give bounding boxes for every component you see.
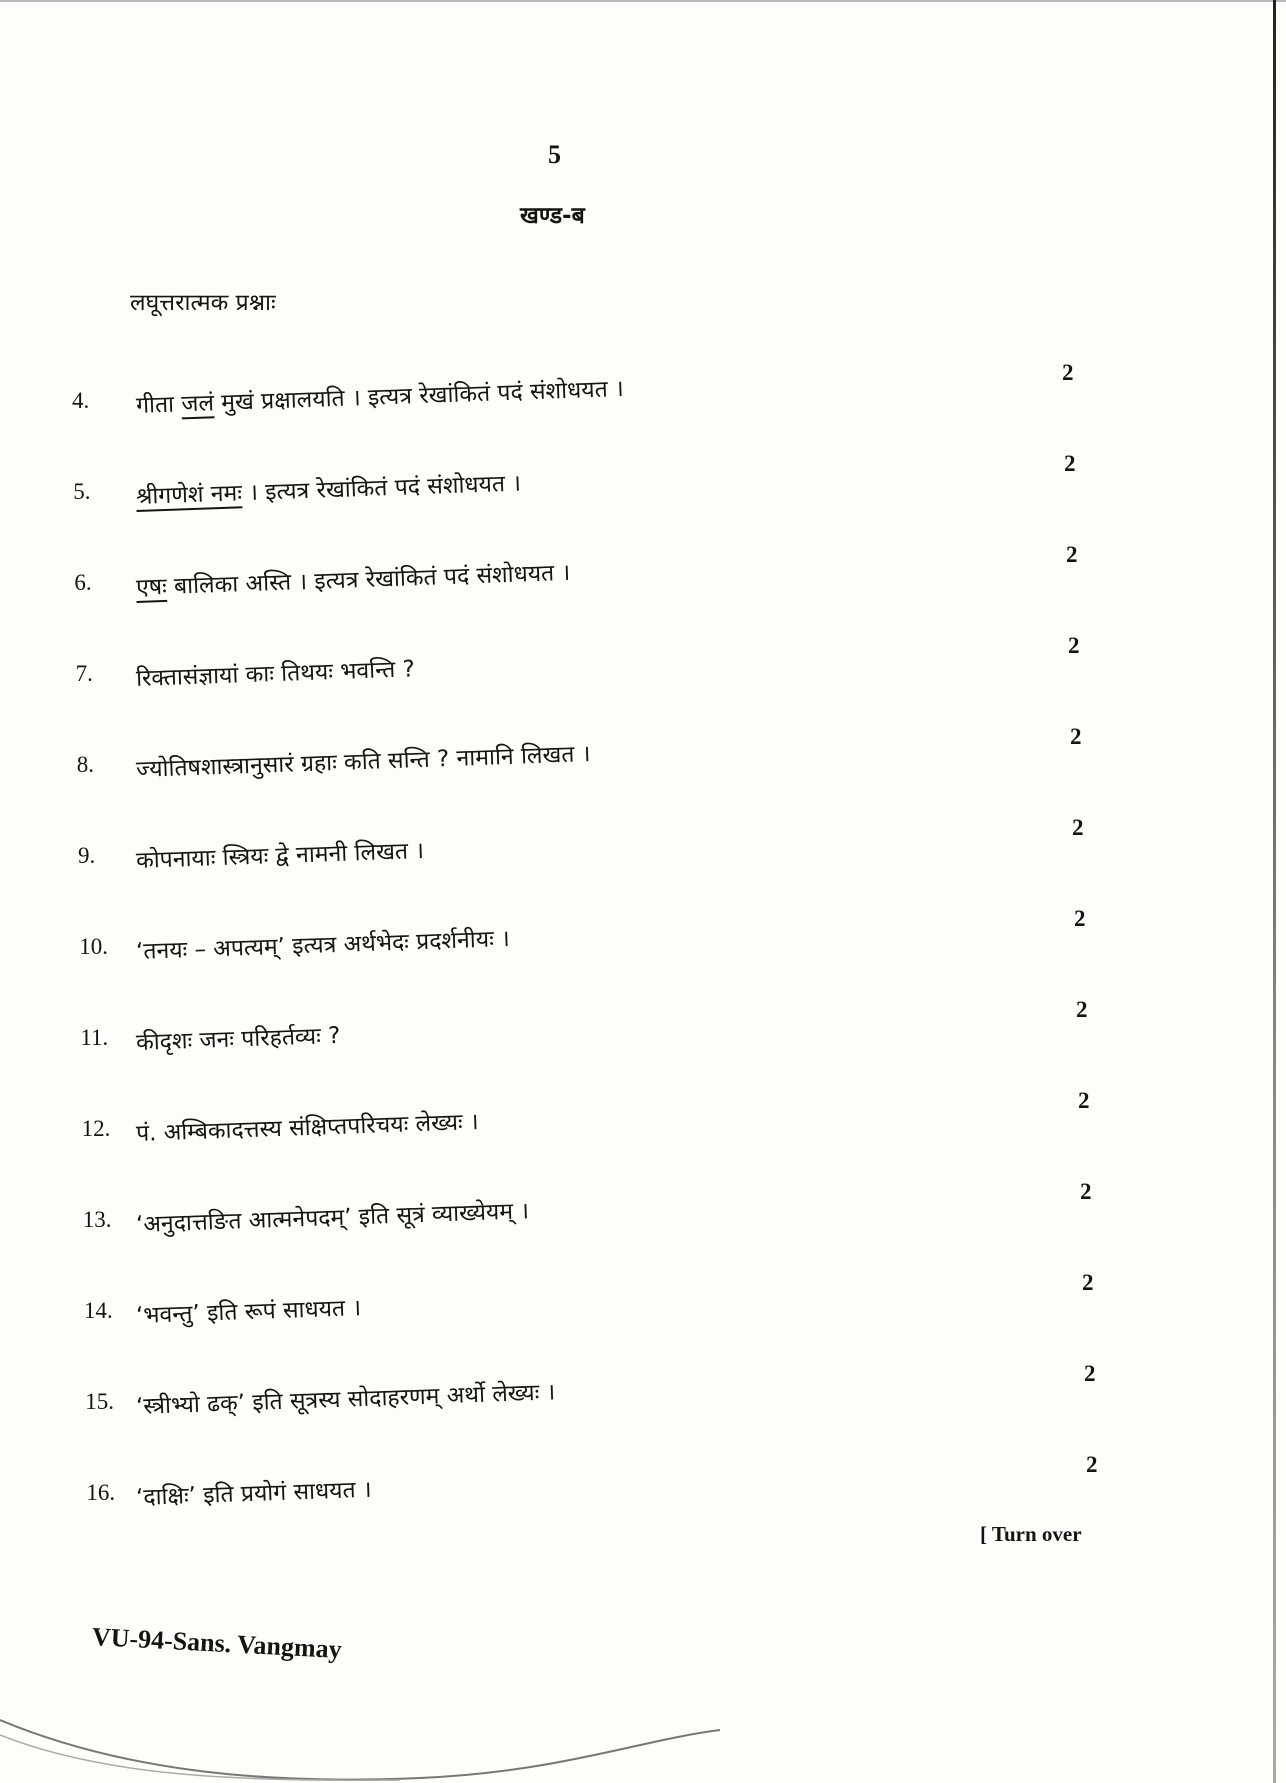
question-number: 10. [79, 934, 108, 959]
page-curl-decoration [0, 1690, 1286, 1783]
question-item [0, 906, 1286, 994]
question-marks: 2 [1070, 724, 1082, 749]
question-marks: 2 [1086, 1452, 1098, 1477]
question-text [135, 1193, 529, 1239]
question-item [0, 1452, 1286, 1540]
question-item [0, 724, 1286, 812]
question-text-part: ‘स्त्रीभ्यो ढक्’ इति सूत्रस्य सोदाहरणम् अर्थो लेख्यः । [135, 1379, 556, 1420]
question-item [0, 542, 1286, 630]
question-text-part: कीदृशः जनः परिहर्तव्यः ? [135, 1022, 341, 1056]
question-text-part: ज्योतिषशास्त्रानुसारं ग्रहाः कति सन्ति ? नामानि लिखत । [135, 741, 591, 783]
underlined-word: श्रीगणेशं नमः [135, 480, 243, 510]
question-text [135, 555, 570, 602]
question-text-part: ‘भवन्तु’ इति रूपं साधयत । [135, 1295, 362, 1329]
question-text [135, 1374, 555, 1421]
question-text [135, 651, 415, 693]
question-text [135, 921, 510, 966]
question-item [0, 1179, 1286, 1267]
question-text-part: मुखं प्रक्षालयति । इत्यत्र रेखांकितं पदं संशोधयत । [213, 375, 625, 417]
question-marks: 2 [1062, 360, 1074, 385]
question-marks: 2 [1076, 997, 1088, 1022]
page-top-edge [0, 0, 1286, 2]
question-number: 4. [72, 388, 90, 413]
question-text [135, 1472, 372, 1512]
turn-over-note: [ Turn over [980, 1522, 1082, 1546]
section-subheading: लघूत्तरात्मक प्रश्नाः [130, 290, 276, 316]
question-number: 9. [78, 843, 96, 868]
question-marks: 2 [1080, 1179, 1092, 1204]
question-item [0, 815, 1286, 903]
question-text-part: ‘दाक्षिः’ इति प्रयोगं साधयत । [135, 1476, 373, 1511]
question-number: 11. [80, 1025, 109, 1050]
question-item [0, 1270, 1286, 1358]
question-text [135, 466, 521, 511]
question-marks: 2 [1082, 1270, 1094, 1295]
question-text-part: । इत्यत्र रेखांकितं पदं संशोधयत । [241, 470, 522, 507]
question-marks: 2 [1064, 451, 1076, 476]
question-item [0, 633, 1286, 721]
question-text-part: पं. अम्बिकादत्तस्य संक्षिप्तपरिचयः लेख्यः । [135, 1109, 480, 1147]
section-title: खण्ड-ब [520, 203, 585, 229]
question-number: 8. [76, 752, 95, 777]
question-text [135, 371, 624, 420]
page-number: 5 [548, 140, 561, 169]
question-marks: 2 [1078, 1088, 1090, 1113]
question-marks: 2 [1068, 633, 1080, 658]
question-number: 6. [74, 570, 92, 595]
question-marks: 2 [1066, 542, 1078, 567]
question-number: 14. [84, 1298, 113, 1323]
underlined-word: जलं [180, 390, 215, 418]
question-text-part: कोपनायाः स्त्रियः द्वे नामनी लिखत । [135, 837, 425, 874]
question-text-part: गीता [135, 391, 182, 419]
question-number: 15. [85, 1389, 114, 1414]
question-marks: 2 [1084, 1361, 1096, 1386]
question-text [135, 1104, 479, 1148]
question-item [0, 1361, 1286, 1449]
question-number: 12. [81, 1116, 111, 1141]
question-item [0, 1088, 1286, 1176]
question-text [135, 1018, 340, 1057]
paper-code: VU-94-Sans. Vangmay [91, 1622, 343, 1665]
question-number: 5. [73, 479, 91, 504]
question-text-part: बालिका अस्ति । इत्यत्र रेखांकितं पदं संशोधयत । [166, 559, 571, 600]
underlined-word: एषः [135, 573, 168, 601]
question-text-part: ‘अनुदात्तङित आत्मनेपदम्’ इति सूत्रं व्याख्येयम् । [135, 1198, 530, 1238]
question-marks: 2 [1074, 906, 1086, 931]
question-marks: 2 [1072, 815, 1084, 840]
question-text [135, 833, 424, 875]
question-item [0, 997, 1286, 1085]
question-number: 7. [75, 661, 93, 686]
question-text [135, 736, 590, 784]
question-number: 16. [86, 1480, 116, 1505]
question-item [0, 451, 1286, 539]
question-text [135, 1290, 361, 1330]
question-text-part: ‘तनयः – अपत्यम्’ इत्यत्र अर्थभेदः प्रदर्शनीयः । [135, 925, 511, 965]
question-item [0, 360, 1286, 448]
question-number: 13. [82, 1207, 112, 1232]
question-text-part: रिक्तासंज्ञायां काः तिथयः भवन्ति ? [135, 656, 416, 692]
